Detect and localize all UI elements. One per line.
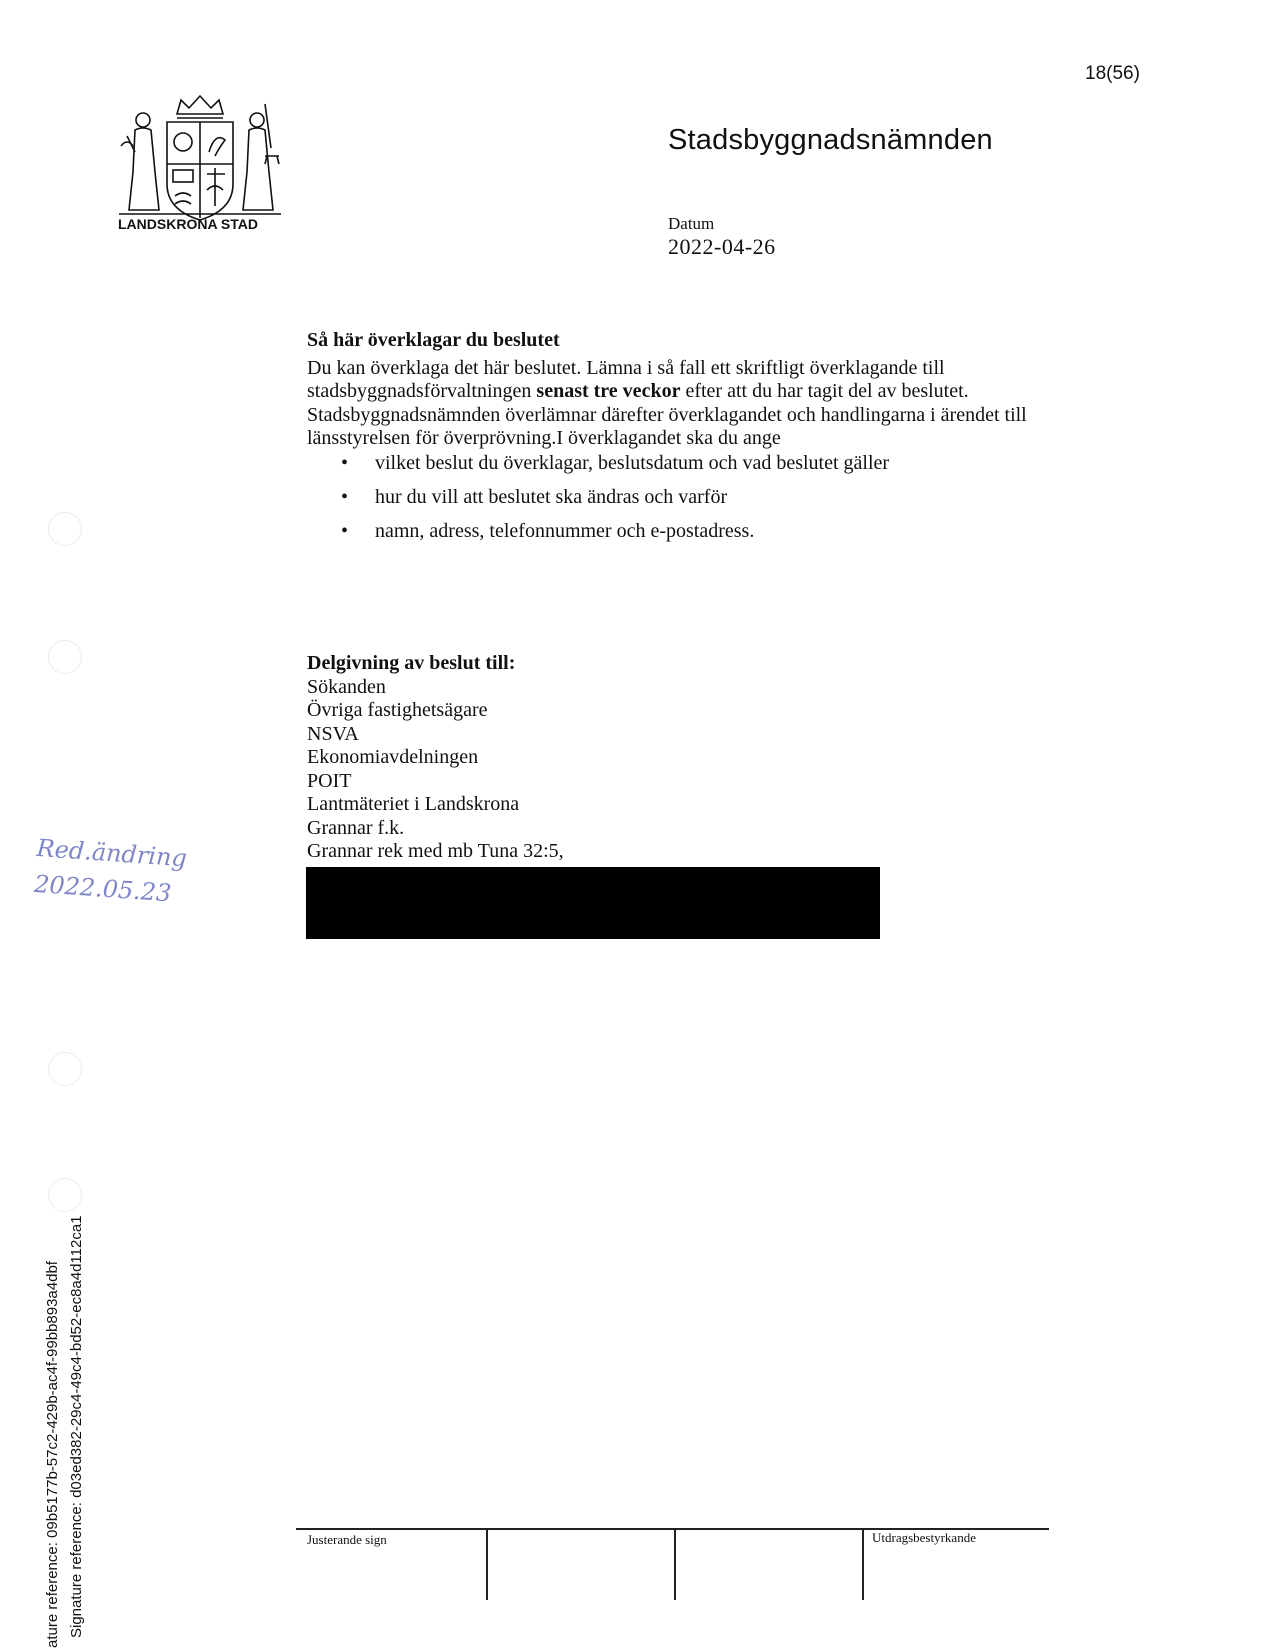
list-item: POIT: [307, 769, 352, 792]
page-number: 18(56): [1085, 63, 1140, 84]
date-label: Datum: [668, 214, 715, 233]
list-item: NSVA: [307, 722, 359, 745]
appeal-section: [307, 329, 1067, 553]
justerande-sign-label: Justerande sign: [307, 1532, 387, 1547]
delivery-heading: Delgivning av beslut till:: [307, 652, 516, 674]
recipient-list: [307, 676, 1067, 864]
signature-reference-2: Signature reference: d03ed382-29c4-49c4-bd52-ec8a4d112ca1: [68, 1215, 85, 1638]
annotation-line-1: Red.ändring: [35, 833, 188, 873]
signature-reference-1: ature reference: 09b5177b-57c2-429b-ac4f-99bb893a4dbf: [44, 1261, 61, 1648]
punch-hole: [48, 512, 82, 546]
appeal-paragraph: [307, 357, 1067, 451]
list-item: • hur du vill att beslutet ska ändras och varför: [307, 485, 1067, 519]
logo-text: LANDSKRONA STAD: [118, 216, 258, 232]
list-item: • namn, adress, telefonnummer och e-postadress.: [307, 519, 1067, 553]
punch-hole: [48, 640, 82, 674]
redaction-block: [306, 867, 880, 939]
list-item: Sökanden: [307, 675, 386, 698]
punch-hole: [48, 1178, 82, 1212]
appeal-heading: Så här överklagar du beslutet: [307, 329, 560, 351]
annotation-line-2: 2022.05.23: [33, 869, 173, 908]
list-item: Övriga fastighetsägare: [307, 699, 488, 721]
appeal-deadline: senast tre veckor: [536, 380, 681, 402]
list-item: Grannar rek med mb Tuna 32:5,: [307, 840, 564, 862]
list-item: • vilket beslut du överklagar, beslutsdatum och vad beslutet gäller: [307, 451, 1067, 485]
punch-hole: [48, 1052, 82, 1086]
table-divider: [674, 1530, 676, 1600]
utdragsbestyrkande-label: Utdragsbestyrkande: [872, 1530, 976, 1545]
list-item: Lantmäteriet i Landskrona: [307, 793, 520, 815]
appeal-bullet-list: [307, 451, 1067, 553]
department-title: Stadsbyggnadsnämnden: [668, 124, 993, 156]
table-divider: [862, 1528, 864, 1600]
list-item: Grannar f.k.: [307, 816, 405, 839]
appeal-text-2: efter att du har tagit del av beslutet. Stadsbyggnadsnämnden överlämnar därefter överklagandet och handlingarna i ärendet till länsstyrelsen för överprövning.I överklagandet ska du ange: [307, 380, 1027, 449]
handwritten-annotation: [33, 830, 188, 912]
list-item: Ekonomiavdelningen: [307, 746, 479, 768]
appeal-text-1: Du kan överklaga det här beslutet. Lämna i så fall ett skriftligt överklagande till stadsbyggnadsförvaltningen: [307, 356, 945, 402]
date-value: 2022-04-26: [668, 234, 776, 259]
delivery-section: [307, 652, 1067, 864]
table-divider: [486, 1530, 488, 1600]
